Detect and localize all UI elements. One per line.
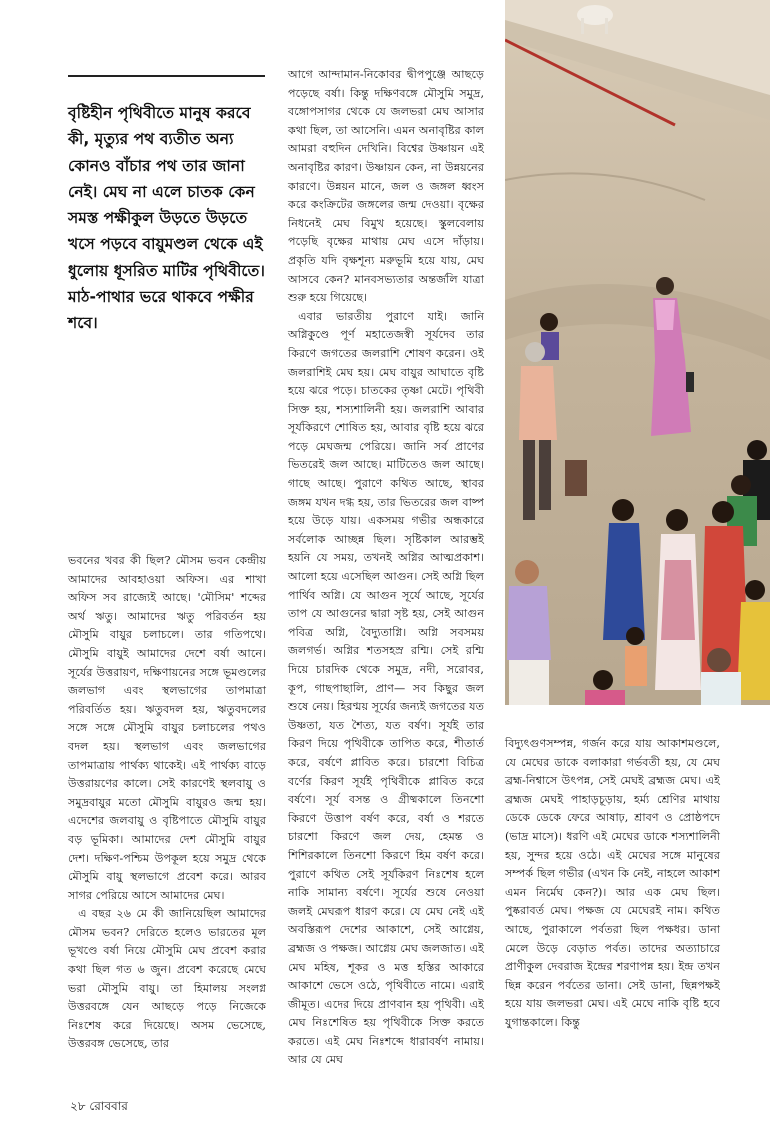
- paragraph: আগে আন্দামান-নিকোবর দ্বীপপুঞ্জে আছড়ে পড়েছে বর্ষা। কিন্তু দক্ষিণবঙ্গে মৌসুমি সমুদ্র, বঙ্গোপসাগর থেকে যে জলভরা মেঘ আসার কথা ছিল, তা আসেনি। এমন অনাবৃষ্টির কাল আমরা বহুদিন দেখিনি। বিশ্বের উষ্ণায়ন এই অনাবৃষ্টির কারণ। উষ্ণায়ন কেন, না উন্নয়নের কারণে। উন্নয়ন মানে, জল ও জঙ্গল ধ্বংস করে কংক্রিটের জঙ্গলের জন্ম দেওয়া। বৃক্ষের নিধনেই মেঘ বিমুখ হয়েছে। স্কুলবেলায় পড়েছি বৃক্ষের মাথায় মেঘ এসে দাঁড়ায়। প্রকৃতি যদি বৃক্ষশূন্য মরুভূমি হয়ে যায়, মেঘ আসবে কেন? মানবসভ্যতার অন্তর্জলি যাত্রা শুরু হয়ে গিয়েছে।: [288, 68, 484, 305]
- column-3: [505, 735, 720, 1033]
- paragraph: বিদ্যুৎগুণসম্পন্ন, গর্জন করে যায় আকাশমণ্ডলে, যে মেঘের ডাকে বলাকারা গর্ভবতী হয়, যে মেঘ ব্রহ্ম-নিশ্বাসে উৎপন্ন, সেই মেঘই ব্রহ্মজ মেঘ। এই ব্রহ্মজ মেঘই পাহাড়চূড়ায়, হর্ম্য শ্রেণির মাথায় ডেকে ডেকে ফেরে আষাঢ়, শ্রাবণ ও প্রোষ্ঠপদে (ভাদ্র মাসে)। ধরণি এই মেঘের ডাকে শস্যশালিনী হয়, সুন্দর হয়ে ওঠে। এই মেঘের সঙ্গে মানুষের সম্পর্ক ছিল গভীর (এখন কি নেই, নাহলে আকাশ এমন নির্মেঘ কেন?)। আর এক মেঘ ছিল। পুষ্করাবর্ত মেঘ। পক্ষজ যে মেঘেরই নাম। কথিত আছে, পুরাকালে পর্বতরা ছিল পক্ষধর। ডানা মেলে উড়ে বেড়াত পর্বত। তাদের অত্যাচারে প্রাণীকুল দেবরাজ ইন্দ্রের শরণাপন্ন হয়। ইন্দ্র তখন ছিন্ন করেন পর্বতের ডানা। সেই ডানা, ছিন্নপক্ষই হয়ে যায় জলভরা মেঘ। এই মেঘে নাকি বৃষ্টি হবে যুগান্তকালে। কিন্তু: [505, 737, 720, 1029]
- street-photo: [505, 0, 770, 705]
- pullquote-rule: [68, 75, 265, 77]
- paragraph: এ বছর ২৬ মে কী জানিয়েছিল আমাদের মৌসম ভবন? দেরিতে হলেও ভারতের মূল ভূখণ্ডে বর্ষা নিয়ে মৌসুমি মেঘ প্রবেশ করার কথা ছিল গত ৬ জুন। প্রবেশ করেছে মেঘে ভরা মৌসুমি বায়ু। তা হিমালয় সংলগ্ন উত্তরবঙ্গে যেন আছড়ে পড়ে নিজেকে নিঃশেষ করে দিয়েছে। অসম ভেসেছে, উত্তরবঙ্গ ভেসেছে, তার: [68, 907, 266, 1051]
- column-1: [68, 552, 266, 1054]
- column-2: [288, 66, 484, 1070]
- pull-quote: বৃষ্টিহীন পৃথিবীতে মানুষ করবে কী, মৃত্যুর পথ ব্যতীত অন্য কোনও বাঁচার পথ তার জানা নেই। মেঘ না এলে চাতক কেন সমস্ত পক্ষীকুল উড়তে উড়তে খসে পড়বে বায়ুমণ্ডল থেকে এই ধুলোয় ধূসরিত মাটির পৃথিবীতে। মাঠ-পাথার ভরে থাকবে পক্ষীর শবে।: [68, 104, 265, 333]
- page-footer: ২৮ রোববার: [70, 1099, 128, 1113]
- paragraph: এবার ভারতীয় পুরাণে যাই। জানি অগ্নিকুণ্ডে পূর্ণ মহাতেজস্বী সূর্যদেব তার কিরণে জগতের জলরাশি শোষণ করেন। ওই জলরাশিই মেঘ হয়। মেঘ বায়ুর আঘাতে বৃষ্টি হয়ে ঝরে পড়ে। চাতকের তৃষ্ণা মেটে। পৃথিবী সিক্ত হয়, শস্যশালিনী হয়। জলরাশি আবার সূর্যকিরণে শোষিত হয়, আবার বৃষ্টি হয়ে ঝরে পড়ে মেঘজন্ম পেরিয়ে। জানি সর্ব প্রাণের ভিতরেই জল আছে। মাটিতেও জল আছে। গাছে আছে। পুরাণে কথিত আছে, স্থাবর জঙ্গম যখন দগ্ধ হয়, তার ভিতরের জল বাষ্প হয়ে উড়ে যায়। একসময় গভীর অন্ধকারে সর্বলোক আচ্ছন্ন ছিল। সৃষ্টিকাল আরম্ভই হয়নি যে সময়, তখনই অগ্নির আত্মপ্রকাশ। আলো হয়ে এসেছিল আগুন। সেই অগ্নি ছিল পার্থিব অগ্নি। যে আগুন সূর্যে আছে, সূর্যের তাপ যে আগুনের দ্বারা সৃষ্ট হয়, সেই আগুন পবিত্র অগ্নি, বৈদ্যুতাগ্নি। অগ্নি সবসময় জলগর্ভ। অগ্নির শতসহস্র রশ্মি। সেই রশ্মি দিয়ে চারদিক থেকে সমুদ্র, নদী, সরোবর, কূপ, গাছপাছালি, প্রাণ— সব কিছুর জল শুষে নেয়। হিরণ্ময় সূর্যের জন্যই জগতের যত উষ্ণতা, যত শৈত্য, যত বর্ষণ। সূর্যই তার কিরণ দিয়ে পৃথিবীকে তাপিত করে, শীতার্ত করে, বর্ষণে প্লাবিত করে। চারশো বিচিত্র বর্ণের কিরণ সূর্যই পৃথিবীকে প্লাবিত করে বর্ষণে। সূর্য বসন্ত ও গ্রীষ্মকালে তিনশো কিরণে উত্তাপ বর্ষণ করে, বর্ষা ও শরতে চারশো কিরণে জল দেয়, হেমন্ত ও শিশিরকালে তিনশো কিরণে হিম বর্ষণ করে। পুরাণে কথিত সেই সূর্যকিরণ নিঃশেষ হলে নাকি সামান্য বর্ষণে। সূর্যের শুষে নেওয়া জলই মেঘরূপ ধারণ করে। যে মেঘ নেই এই অবস্তিরূপ দেশের আকাশে, সেই আগ্নেয়, ব্রহ্মজ ও পক্ষজ। আগ্নেয় মেঘ জলজাত। এই মেঘ মহিষ, শূকর ও মত্ত হস্তির আকারে আকাশে ভেসে ওঠে, পৃথিবীতে নামে। এরাই জীমূত। এদের দিয়ে প্রাণবান হয় পৃথিবী। এই মেঘ নিঃশেষিত হয় পৃথিবীকে সিক্ত করতে করতে। এই মেঘ নিঃশব্দে ধারাবর্ষণ নামায়। আর যে মেঘ: [288, 309, 484, 1067]
- paragraph: ভবনের খবর কী ছিল? মৌসম ভবন কেন্দ্রীয় আমাদের আবহাওয়া অফিস। এর শাখা অফিস সব রাজ্যেই আছে। 'মৌসিম' শব্দের অর্থ ঋতু। আমাদের ঋতু পরিবর্তন হয় মৌসুমি বায়ুর চলাচলে। তার গতিপথে। মৌসুমি বায়ুই আমাদের দেশে বর্ষা আনে। সূর্যের উত্তরায়ণ, দক্ষিণায়নের সঙ্গে ভূমণ্ডলের জলভাগ এবং স্থলভাগের তাপমাত্রা পরিবর্তিত হয়। ঋতুবদল হয়, ঋতুবদলের সঙ্গে সঙ্গে মৌসুমি বায়ুর চলাচলের পথও বদল হয়। স্থলভাগ এবং জলভাগের তাপমাত্রায় পার্থক্য থাকেই। এই পার্থক্য বাড়ে উত্তরায়ণের কালে। সেই কারণেই স্থলবায়ু ও সমুদ্রবায়ুর মতো মৌসুমি বায়ুরও জন্ম হয়। এদেশের জলবায়ু ও বৃষ্টিপাতে মৌসুমি বায়ুর বড় ভূমিকা। আমাদের দেশ মৌসুমি বায়ুর দেশ। দক্ষিণ-পশ্চিম উপকূল হয়ে সমুদ্র থেকে মৌসুমি বায়ু স্থলভাগে প্রবেশ করে। আরব সাগর পেরিয়ে আসে আমাদের মেঘ।: [68, 554, 266, 902]
